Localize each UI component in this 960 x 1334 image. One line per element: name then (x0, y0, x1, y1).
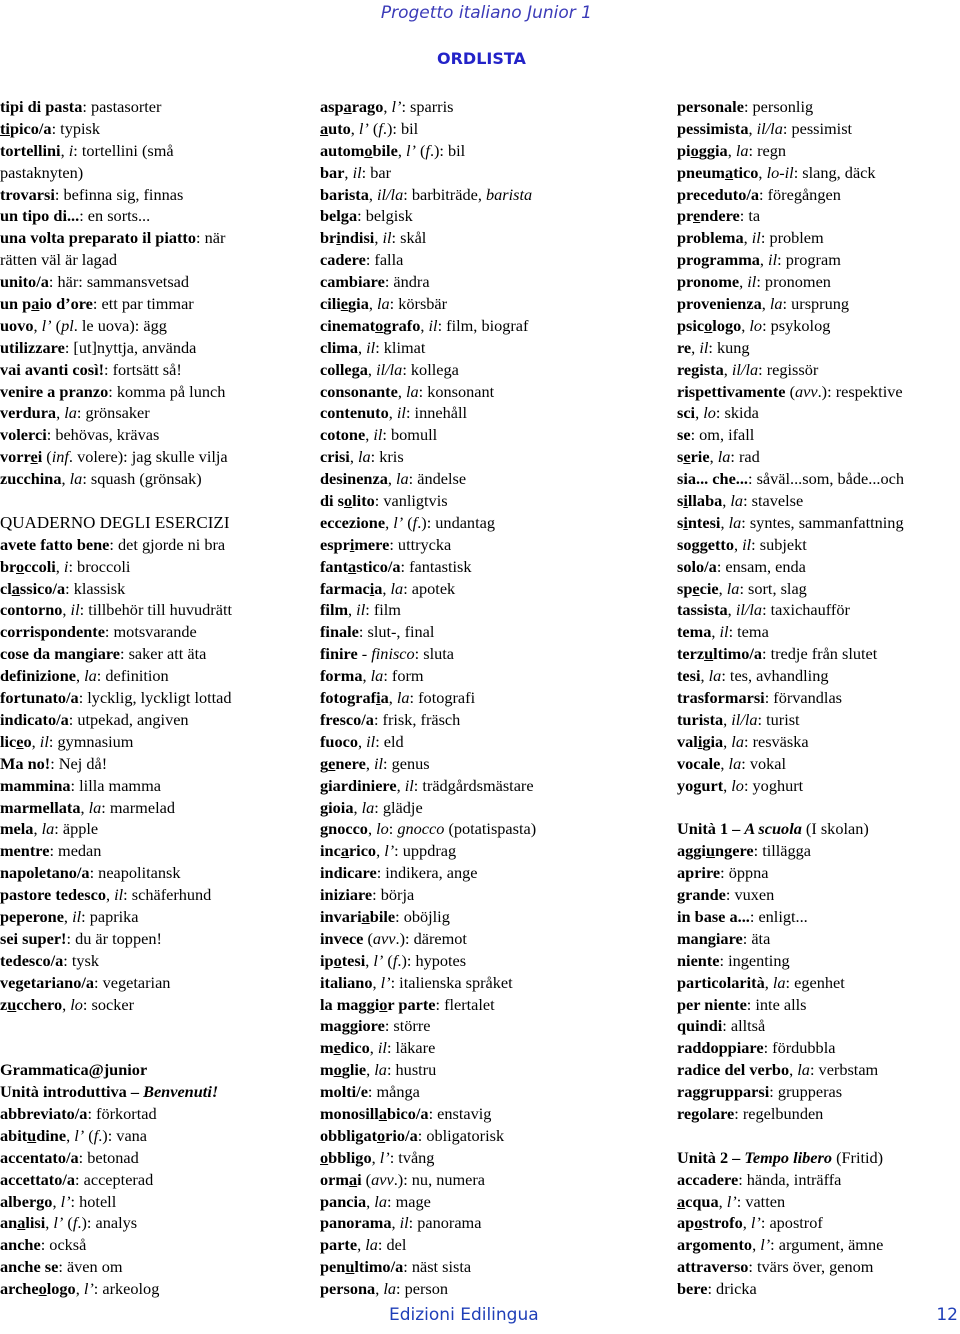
glossary-entry: finire - finisco: sluta (320, 644, 455, 664)
glossary-entry: QUADERNO DEGLI ESERCIZI (0, 512, 230, 532)
glossary-entry: mammina: lilla mamma (0, 775, 161, 795)
glossary-entry: maggiore: större (320, 1016, 431, 1036)
glossary-entry: invariabile: oböjlig (320, 906, 450, 926)
glossary-entry: un tipo di...: en sorts... (0, 206, 151, 226)
glossary-entry: psicologo, lo: psykolog (677, 315, 831, 335)
glossary-entry: serie, la: rad (677, 447, 760, 467)
glossary-entry: trasformarsi: förvandlas (677, 688, 843, 708)
glossary-entry: corrispondente: motsvarande (0, 622, 197, 642)
glossary-entry: grande: vuxen (677, 885, 775, 905)
glossary-entry: fortunato/a: lycklig, lyckligt lottad (0, 688, 232, 708)
spacer (0, 1015, 300, 1037)
glossary-entry: giardiniere, il: trädgårdsmästare (320, 775, 534, 795)
glossary-entry: di solito: vanligtvis (320, 491, 448, 511)
glossary-entry: per niente: inte alls (677, 994, 807, 1014)
glossary-entry: specie, la: sort, slag (677, 578, 807, 598)
glossary-entry: collega, il/la: kollega (320, 359, 459, 379)
glossary-entry: contenuto, il: innehåll (320, 403, 467, 423)
glossary-entry: ormai (avv.): nu, numera (320, 1169, 486, 1189)
glossary-entry: gioia, la: glädje (320, 797, 423, 817)
glossary-entry: apostrofo, l’: apostrof (677, 1213, 823, 1233)
glossary-entry: eccezione, l’ (f.): undantag (320, 512, 495, 532)
glossary-entry: abbreviato/a: förkortad (0, 1103, 157, 1123)
glossary-entry: ciliegia, la: körsbär (320, 294, 448, 314)
glossary-entry: monosillabico/a: enstavig (320, 1103, 492, 1123)
page-number: 12 (936, 1305, 958, 1325)
glossary-entry: preceduto/a: föregången (677, 184, 841, 204)
glossary-entry: italiano, l’: italienska språket (320, 972, 513, 992)
glossary-entry: tedesco/a: tysk (0, 950, 100, 970)
glossary-entry: medico, il: läkare (320, 1038, 436, 1058)
glossary-entry: fresco/a: frisk, fräsch (320, 709, 461, 729)
glossary-entry: gnocco, lo: gnocco (potatispasta) (320, 819, 537, 839)
glossary-entry: vorrei (inf. volere): jag skulle vilja (0, 447, 228, 467)
glossary-column-3 (677, 96, 960, 1300)
glossary-entry: fotografia, la: fotografi (320, 688, 476, 708)
glossary-entry: obbligo, l’: tvång (320, 1147, 435, 1167)
glossary-entry: solo/a: ensam, enda (677, 556, 806, 576)
glossary-entry: yogurt, lo: yoghurt (677, 775, 804, 795)
glossary-entry: Unità 1 – A scuola (I skolan) (677, 819, 869, 839)
glossary-entry: tipi di pasta: pastasorter (0, 97, 162, 116)
glossary-column-1 (0, 96, 300, 1300)
glossary-entry: pastaknyten) (0, 162, 84, 182)
glossary-entry: marmellata, la: marmelad (0, 797, 175, 817)
glossary-entry: rispettivamente (avv.): respektive (677, 381, 903, 401)
glossary-entry: turista, il/la: turist (677, 709, 800, 729)
glossary-entry: bar, il: bar (320, 162, 392, 182)
glossary-entry: tipico/a: typisk (0, 118, 100, 138)
glossary-entry: peperone, il: paprika (0, 906, 139, 926)
glossary-entry: liceo, il: gymnasium (0, 731, 134, 751)
glossary-entry: invece (avv.): däremot (320, 928, 467, 948)
glossary-entry: utilizzare: [ut]nyttja, använda (0, 337, 197, 357)
glossary-entry: un paio d’ore: ett par timmar (0, 294, 194, 314)
glossary-entry: sintesi, la: syntes, sammanfattning (677, 512, 904, 532)
glossary-entry: moglie, la: hustru (320, 1060, 437, 1080)
spacer (0, 490, 300, 512)
glossary-entry: anche se: även om (0, 1257, 123, 1277)
glossary-entry: quindi: alltså (677, 1016, 766, 1036)
glossary-entry: mentre: medan (0, 841, 102, 861)
glossary-entry: belga: belgisk (320, 206, 413, 226)
publisher-footer: Edizioni Edilingua (389, 1305, 539, 1325)
glossary-entry: radice del verbo, la: verbstam (677, 1060, 879, 1080)
glossary-entry: pastore tedesco, il: schäferhund (0, 885, 212, 905)
spacer (677, 797, 960, 819)
glossary-entry: asparago, l’: sparris (320, 97, 454, 116)
glossary-entry: pancia, la: mage (320, 1191, 431, 1211)
glossary-entry: pneumatico, lo-il: slang, däck (677, 162, 876, 182)
glossary-entry: fantastico/a: fantastisk (320, 556, 472, 576)
glossary-entry: Unità introduttiva – Benvenuti! (0, 1082, 219, 1102)
glossary-entry: una volta preparato il piatto: när (0, 228, 226, 248)
glossary-entry: cambiare: ändra (320, 272, 430, 292)
glossary-entry: cinematografo, il: film, biograf (320, 315, 529, 335)
glossary-entry: Grammatica@junior (0, 1060, 148, 1080)
glossary-entry: accettato/a: accepterad (0, 1169, 154, 1189)
glossary-entry: mela, la: äpple (0, 819, 99, 839)
glossary-entry: la maggior parte: flertalet (320, 994, 495, 1014)
glossary-entry: mangiare: äta (677, 928, 771, 948)
glossary-entry: programma, il: program (677, 250, 841, 270)
glossary-entry: indicare: indikera, ange (320, 863, 478, 883)
glossary-entry: zucchina, la: squash (grönsak) (0, 469, 202, 489)
glossary-entry: vegetariano/a: vegetarian (0, 972, 171, 992)
glossary-entry: albergo, l’: hotell (0, 1191, 117, 1211)
glossary-entry: persona, la: person (320, 1279, 448, 1299)
glossary-entry: napoletano/a: neapolitansk (0, 863, 181, 883)
glossary-entry: argomento, l’: argument, ämne (677, 1235, 884, 1255)
glossary-entry: vocale, la: vokal (677, 753, 786, 773)
glossary-entry: brindisi, il: skål (320, 228, 427, 248)
glossary-entry: forma, la: form (320, 666, 424, 686)
glossary-entry: fuoco, il: eld (320, 731, 404, 751)
glossary-entry: problema, il: problem (677, 228, 824, 248)
glossary-entry: auto, l’ (f.): bil (320, 118, 419, 138)
glossary-entry: niente: ingenting (677, 950, 790, 970)
glossary-entry: raggrupparsi: grupperas (677, 1082, 843, 1102)
glossary-entry: verdura, la: grönsaker (0, 403, 150, 423)
glossary-entry: barista, il/la: barbiträde, barista (320, 184, 533, 204)
glossary-entry: trovarsi: befinna sig, finnas (0, 184, 184, 204)
glossary-entry: anche: också (0, 1235, 87, 1255)
glossary-entry: pronome, il: pronomen (677, 272, 831, 292)
glossary-entry: particolarità, la: egenhet (677, 972, 845, 992)
glossary-entry: volerci: behövas, krävas (0, 425, 160, 445)
glossary-entry: avete fatto bene: det gjorde ni bra (0, 534, 226, 554)
glossary-entry: acqua, l’: vatten (677, 1191, 786, 1211)
spacer (0, 1037, 300, 1059)
glossary-entry: re, il: kung (677, 337, 750, 357)
glossary-entry: rätten väl är lagad (0, 250, 118, 270)
glossary-entry: classico/a: klassisk (0, 578, 126, 598)
glossary-entry: film, il: film (320, 600, 401, 620)
glossary-entry: panorama, il: panorama (320, 1213, 482, 1233)
glossary-entry: incarico, l’: uppdrag (320, 841, 457, 861)
glossary-entry: sillaba, la: stavelse (677, 491, 804, 511)
glossary-entry: in base a...: enligt... (677, 906, 808, 926)
glossary-entry: clima, il: klimat (320, 337, 426, 357)
glossary-entry: definizione, la: definition (0, 666, 169, 686)
glossary-entry: valigia, la: resväska (677, 731, 809, 751)
glossary-entry: cotone, il: bomull (320, 425, 438, 445)
glossary-entry: finale: slut-, final (320, 622, 435, 642)
glossary-entry: sei super!: du är toppen! (0, 928, 162, 948)
glossary-entry: abitudine, l’ (f.): vana (0, 1125, 148, 1145)
glossary-entry: tesi, la: tes, avhandling (677, 666, 829, 686)
glossary-entry: crisi, la: kris (320, 447, 404, 467)
glossary-entry: genere, il: genus (320, 753, 430, 773)
glossary-entry: bere: dricka (677, 1279, 757, 1299)
glossary-entry: farmacia, la: apotek (320, 578, 456, 598)
glossary-entry: tassista, il/la: taxichaufför (677, 600, 850, 620)
glossary-entry: esprimere: uttrycka (320, 534, 452, 554)
book-title: Progetto italiano Junior 1 (380, 3, 592, 23)
glossary-entry: indicato/a: utpekad, angiven (0, 709, 189, 729)
glossary-entry: terzultimo/a: tredje från slutet (677, 644, 878, 664)
glossary-entry: cadere: falla (320, 250, 404, 270)
section-title: ORDLISTA (437, 49, 526, 68)
glossary-entry: accadere: hända, inträffa (677, 1169, 842, 1189)
glossary-entry: obbligatorio/a: obligatorisk (320, 1125, 505, 1145)
glossary-entry: analisi, l’ (f.): analys (0, 1213, 138, 1233)
glossary-entry: personale: personlig (677, 97, 814, 116)
glossary-entry: tortellini, i: tortellini (små (0, 140, 174, 160)
glossary-entry: aggiungere: tillägga (677, 841, 812, 861)
glossary-entry: regista, il/la: regissör (677, 359, 819, 379)
glossary-entry: pessimista, il/la: pessimist (677, 118, 853, 138)
glossary-entry: venire a pranzo: komma på lunch (0, 381, 226, 401)
glossary-entry: tema, il: tema (677, 622, 769, 642)
glossary-entry: broccoli, i: broccoli (0, 556, 131, 576)
glossary-entry: desinenza, la: ändelse (320, 469, 467, 489)
glossary-entry: accentato/a: betonad (0, 1147, 139, 1167)
glossary-entry: aprire: öppna (677, 863, 769, 883)
glossary-entry: archeologo, l’: arkeolog (0, 1279, 160, 1299)
glossary-entry: prendere: ta (677, 206, 761, 226)
glossary-entry: raddoppiare: fördubbla (677, 1038, 836, 1058)
glossary-entry: sci, lo: skida (677, 403, 759, 423)
spacer (677, 1125, 960, 1147)
glossary-entry: sia... che...: såväl...som, både...och (677, 469, 904, 489)
glossary-entry: penultimo/a: näst sista (320, 1257, 472, 1277)
glossary-entry: vai avanti così!: fortsätt så! (0, 359, 182, 379)
glossary-entry: pioggia, la: regn (677, 140, 787, 160)
glossary-entry: automobile, l’ (f.): bil (320, 140, 466, 160)
glossary-entry: unito/a: här: sammansvetsad (0, 272, 190, 292)
glossary-entry: se: om, ifall (677, 425, 755, 445)
glossary-entry: zucchero, lo: socker (0, 994, 135, 1014)
glossary-entry: iniziare: börja (320, 885, 415, 905)
glossary-entry: contorno, il: tillbehör till huvudrätt (0, 600, 232, 620)
glossary-entry: soggetto, il: subjekt (677, 534, 807, 554)
glossary-column-2 (320, 96, 660, 1300)
glossary-entry: parte, la: del (320, 1235, 407, 1255)
glossary-entry: regolare: regelbunden (677, 1103, 824, 1123)
glossary-entry: Unità 2 – Tempo libero (Fritid) (677, 1147, 884, 1167)
glossary-entry: Ma no!: Nej då! (0, 753, 108, 773)
glossary-entry: molti/e: många (320, 1082, 420, 1102)
glossary-entry: cose da mangiare: saker att äta (0, 644, 207, 664)
glossary-entry: uovo, l’ (pl. le uova): ägg (0, 315, 167, 335)
glossary-entry: consonante, la: konsonant (320, 381, 495, 401)
glossary-entry: ipotesi, l’ (f.): hypotes (320, 950, 467, 970)
glossary-entry: provenienza, la: ursprung (677, 294, 850, 314)
glossary-entry: attraverso: tvärs över, genom (677, 1257, 874, 1277)
